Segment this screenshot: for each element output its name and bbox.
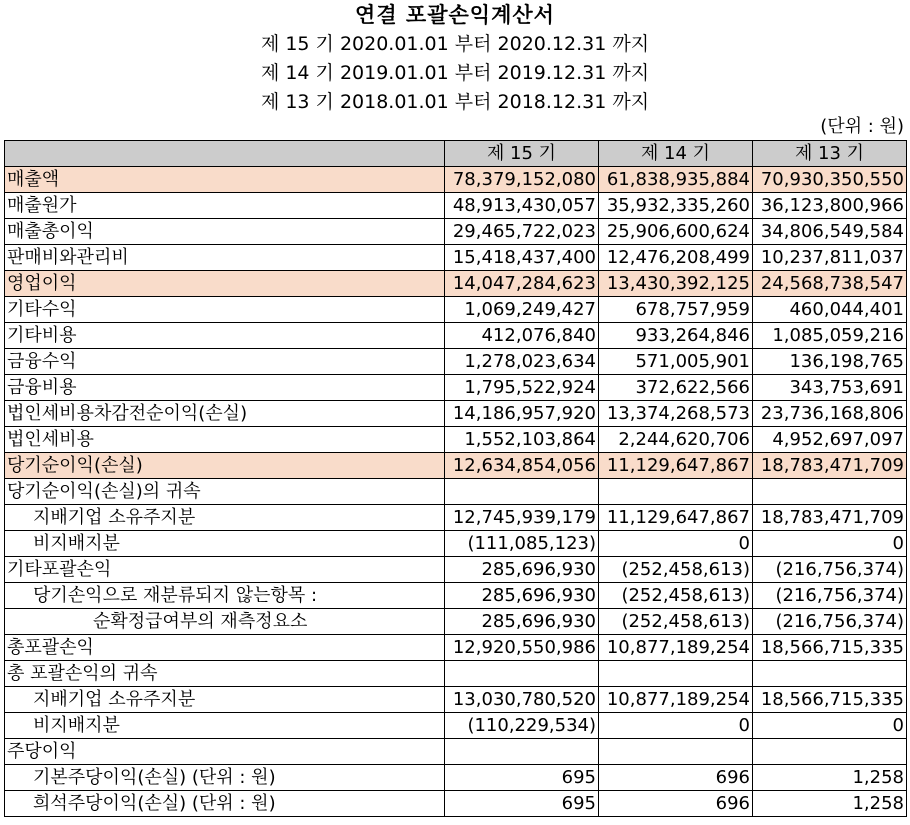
- table-row: [5, 245, 907, 271]
- table-row: [5, 765, 907, 791]
- period-line-15: 제 15 기 2020.01.01 부터 2020.12.31 까지: [260, 33, 650, 55]
- value-cell-period-13: 4,952,697,097: [753, 427, 907, 453]
- unit-label: (단위 : 원): [820, 116, 904, 137]
- period-line-13: 제 13 기 2018.01.01 부터 2018.12.31 까지: [260, 91, 650, 113]
- value-cell-period-13: 460,044,401: [753, 297, 907, 323]
- row-label: 매출액: [5, 167, 445, 193]
- value-cell-period-15: 1,278,023,634: [445, 349, 599, 375]
- value-cell-period-15: 12,745,939,179: [445, 505, 599, 531]
- value-cell-period-14: 12,476,208,499: [599, 245, 753, 271]
- value-cell-period-13: 18,783,471,709: [753, 505, 907, 531]
- row-label: 기타비용: [5, 323, 445, 349]
- table-row: [5, 713, 907, 739]
- table-row: [5, 739, 907, 765]
- value-cell-period-13: 1,258: [753, 791, 907, 817]
- value-cell-period-14: 11,129,647,867: [599, 505, 753, 531]
- row-label: 순확정급여부의 재측정요소: [5, 609, 445, 635]
- table-row: [5, 635, 907, 661]
- row-label: 판매비와관리비: [5, 245, 445, 271]
- value-cell-period-14: 696: [599, 765, 753, 791]
- value-cell-period-15: 14,047,284,623: [445, 271, 599, 297]
- table-body: [5, 167, 907, 817]
- header-row: [5, 141, 907, 167]
- table-row: [5, 401, 907, 427]
- row-label: 금융수익: [5, 349, 445, 375]
- row-label: 총포괄손익: [5, 635, 445, 661]
- value-cell-period-14: 678,757,959: [599, 297, 753, 323]
- value-cell-period-13: [753, 739, 907, 765]
- table-row: [5, 609, 907, 635]
- value-cell-period-15: 1,069,249,427: [445, 297, 599, 323]
- value-cell-period-14: 696: [599, 791, 753, 817]
- row-label: 법인세비용: [5, 427, 445, 453]
- value-cell-period-14: 11,129,647,867: [599, 453, 753, 479]
- value-cell-period-13: (216,756,374): [753, 557, 907, 583]
- value-cell-period-15: 29,465,722,023: [445, 219, 599, 245]
- row-label: 영업이익: [5, 271, 445, 297]
- row-label: 매출원가: [5, 193, 445, 219]
- value-cell-period-14: 10,877,189,254: [599, 635, 753, 661]
- value-cell-period-13: 343,753,691: [753, 375, 907, 401]
- value-cell-period-14: 0: [599, 531, 753, 557]
- value-cell-period-15: [445, 661, 599, 687]
- value-cell-period-15: 14,186,957,920: [445, 401, 599, 427]
- header-label-cell: [5, 141, 445, 167]
- value-cell-period-13: [753, 661, 907, 687]
- value-cell-period-13: 0: [753, 713, 907, 739]
- row-label: 총 포괄손익의 귀속: [5, 661, 445, 687]
- value-cell-period-14: (252,458,613): [599, 557, 753, 583]
- table-row: [5, 531, 907, 557]
- value-cell-period-14: 933,264,846: [599, 323, 753, 349]
- value-cell-period-15: 285,696,930: [445, 557, 599, 583]
- value-cell-period-14: 61,838,935,884: [599, 167, 753, 193]
- value-cell-period-13: 24,568,738,547: [753, 271, 907, 297]
- table-row: [5, 583, 907, 609]
- header-period-15: 제 15 기: [445, 141, 599, 167]
- value-cell-period-15: 695: [445, 765, 599, 791]
- value-cell-period-15: 15,418,437,400: [445, 245, 599, 271]
- table-row: [5, 479, 907, 505]
- row-label: 비지배지분: [5, 713, 445, 739]
- value-cell-period-13: 23,736,168,806: [753, 401, 907, 427]
- value-cell-period-15: 1,552,103,864: [445, 427, 599, 453]
- header-period-13: 제 13 기: [753, 141, 907, 167]
- value-cell-period-14: [599, 739, 753, 765]
- income-statement-table: [4, 140, 907, 817]
- table-row: [5, 297, 907, 323]
- row-label: 비지배지분: [5, 531, 445, 557]
- value-cell-period-15: (110,229,534): [445, 713, 599, 739]
- row-label: 주당이익: [5, 739, 445, 765]
- table-row: [5, 505, 907, 531]
- value-cell-period-13: 10,237,811,037: [753, 245, 907, 271]
- row-label: 지배기업 소유주지분: [5, 505, 445, 531]
- value-cell-period-14: 2,244,620,706: [599, 427, 753, 453]
- value-cell-period-14: 35,932,335,260: [599, 193, 753, 219]
- value-cell-period-13: (216,756,374): [753, 609, 907, 635]
- value-cell-period-15: [445, 739, 599, 765]
- value-cell-period-13: 136,198,765: [753, 349, 907, 375]
- value-cell-period-13: 18,566,715,335: [753, 687, 907, 713]
- row-label: 당기순이익(손실): [5, 453, 445, 479]
- value-cell-period-14: 372,622,566: [599, 375, 753, 401]
- value-cell-period-15: (111,085,123): [445, 531, 599, 557]
- table-row: [5, 557, 907, 583]
- value-cell-period-15: 1,795,522,924: [445, 375, 599, 401]
- value-cell-period-14: 25,906,600,624: [599, 219, 753, 245]
- table-row: [5, 375, 907, 401]
- value-cell-period-15: 48,913,430,057: [445, 193, 599, 219]
- report-title: 연결 포괄손익계산서: [355, 3, 555, 27]
- row-label: 기타포괄손익: [5, 557, 445, 583]
- value-cell-period-15: 12,920,550,986: [445, 635, 599, 661]
- value-cell-period-13: 1,085,059,216: [753, 323, 907, 349]
- value-cell-period-15: 78,379,152,080: [445, 167, 599, 193]
- row-label: 지배기업 소유주지분: [5, 687, 445, 713]
- table-row: [5, 453, 907, 479]
- report-header: [0, 0, 910, 117]
- table-row: [5, 193, 907, 219]
- value-cell-period-15: 13,030,780,520: [445, 687, 599, 713]
- row-label: 당기손익으로 재분류되지 않는항목 :: [5, 583, 445, 609]
- table-row: [5, 349, 907, 375]
- value-cell-period-14: 13,374,268,573: [599, 401, 753, 427]
- row-label: 기타수익: [5, 297, 445, 323]
- value-cell-period-13: 1,258: [753, 765, 907, 791]
- value-cell-period-13: 34,806,549,584: [753, 219, 907, 245]
- row-label: 매출총이익: [5, 219, 445, 245]
- value-cell-period-13: 70,930,350,550: [753, 167, 907, 193]
- header-period-14: 제 14 기: [599, 141, 753, 167]
- value-cell-period-15: 12,634,854,056: [445, 453, 599, 479]
- value-cell-period-14: 13,430,392,125: [599, 271, 753, 297]
- value-cell-period-15: 285,696,930: [445, 583, 599, 609]
- value-cell-period-15: [445, 479, 599, 505]
- table-row: [5, 219, 907, 245]
- row-label: 당기순이익(손실)의 귀속: [5, 479, 445, 505]
- row-label: 법인세비용차감전순이익(손실): [5, 401, 445, 427]
- value-cell-period-14: (252,458,613): [599, 583, 753, 609]
- value-cell-period-15: 412,076,840: [445, 323, 599, 349]
- table-row: [5, 271, 907, 297]
- value-cell-period-13: (216,756,374): [753, 583, 907, 609]
- value-cell-period-15: 695: [445, 791, 599, 817]
- row-label: 금융비용: [5, 375, 445, 401]
- value-cell-period-13: [753, 479, 907, 505]
- table-row: [5, 427, 907, 453]
- value-cell-period-13: 18,783,471,709: [753, 453, 907, 479]
- table-row: [5, 167, 907, 193]
- table-row: [5, 661, 907, 687]
- value-cell-period-15: 285,696,930: [445, 609, 599, 635]
- value-cell-period-13: 0: [753, 531, 907, 557]
- value-cell-period-14: 10,877,189,254: [599, 687, 753, 713]
- table-row: [5, 323, 907, 349]
- row-label: 기본주당이익(손실) (단위 : 원): [5, 765, 445, 791]
- value-cell-period-14: [599, 661, 753, 687]
- value-cell-period-14: 0: [599, 713, 753, 739]
- value-cell-period-14: 571,005,901: [599, 349, 753, 375]
- value-cell-period-14: [599, 479, 753, 505]
- value-cell-period-13: 36,123,800,966: [753, 193, 907, 219]
- value-cell-period-14: (252,458,613): [599, 609, 753, 635]
- table-row: [5, 791, 907, 817]
- period-line-14: 제 14 기 2019.01.01 부터 2019.12.31 까지: [260, 62, 650, 84]
- row-label: 희석주당이익(손실) (단위 : 원): [5, 791, 445, 817]
- value-cell-period-13: 18,566,715,335: [753, 635, 907, 661]
- table-row: [5, 687, 907, 713]
